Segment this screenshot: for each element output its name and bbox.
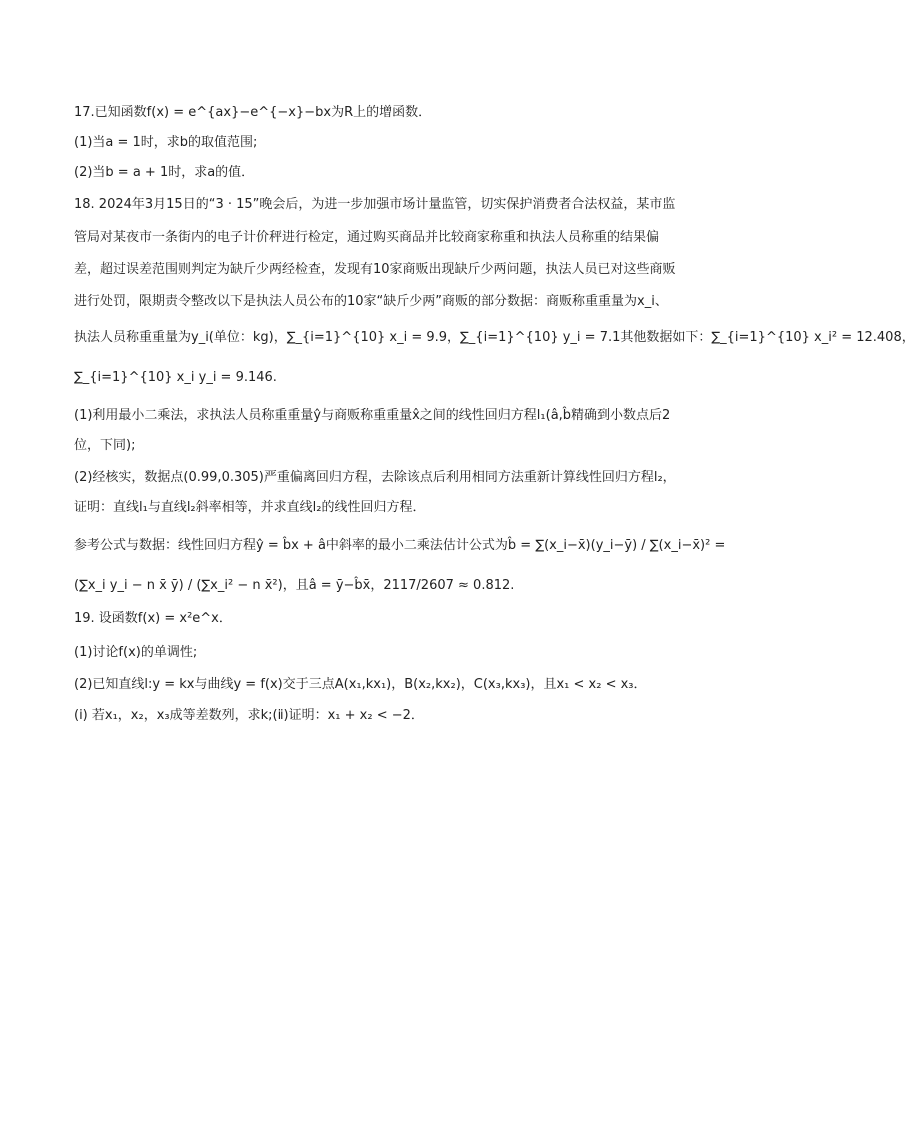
problem-19-part-2-subparts: (ⅰ) 若x₁，x₂，x₃成等差数列，求k;(ⅱ)证明：x₁ + x₂ < −2．: [74, 708, 424, 723]
problem-18-stem-line-2: 管局对某夜市一条街内的电子计价秤进行检定，通过购买商品并比较商家称重和执法人员称重的结果偏: [74, 230, 660, 245]
problem-17-stem: 17.已知函数f(x) = e^{ax}−e^{−x}−bx为R上的增函数．: [74, 105, 432, 120]
problem-18-part-1-line-1: (1)利用最小二乘法，求执法人员称重重量ŷ与商贩称重重量x̂之间的线性回归方程l₁(â,b̂精确到小数点后2: [74, 408, 671, 423]
problem-18-part-1-line-2: 位，下同);: [74, 438, 136, 453]
problem-18-stem-line-5: 执法人员称重重量为y_i(单位：kg)，∑_{i=1}^{10} x_i = 9.9，∑_{i=1}^{10} y_i = 7.1其他数据如下：∑_{i=1}^{10} x_i² = 12.408，: [74, 330, 915, 345]
problem-18-part-2-line-1: (2)经核实，数据点(0.99,0.305)严重偏离回归方程，去除该点后利用相同方法重新计算线性回归方程l₂，: [74, 470, 676, 485]
problem-19-stem: 19. 设函数f(x) = x²e^x．: [74, 611, 232, 626]
problem-17-part-2: (2)当b = a + 1时，求a的值．: [74, 165, 255, 180]
problem-18-stem-line-4: 进行处罚，限期责令整改以下是执法人员公布的10家“缺斤少两”商贩的部分数据：商贩称重重量为x_i、: [74, 294, 668, 309]
problem-18-part-2-line-2: 证明：直线l₁与直线l₂斜率相等，并求直线l₂的线性回归方程．: [74, 500, 426, 515]
problem-18-stem-line-6: ∑_{i=1}^{10} x_i y_i = 9.146.: [74, 370, 277, 385]
problem-19-part-2: (2)已知直线l:y = kx与曲线y = f(x)交于三点A(x₁,kx₁)，B(x₂,kx₂)，C(x₃,kx₃)，且x₁ < x₂ < x₃．: [74, 677, 647, 692]
problem-18-reference-line-2: (∑x_i y_i − n x̄ ȳ) / (∑x_i² − n x̄²)，且â = ȳ−b̂x̄，2117/2607 ≈ 0.812.: [74, 578, 515, 593]
problem-18-reference-line-1: 参考公式与数据：线性回归方程ŷ = b̂x + â中斜率的最小二乘法估计公式为b̂ = ∑(x_i−x̄)(y_i−ȳ) / ∑(x_i−x̄)² =: [74, 538, 726, 553]
problem-18-stem-line-1: 18. 2024年3月15日的“3 · 15”晚会后，为进一步加强市场计量监管，切实保护消费者合法权益，某市监: [74, 197, 676, 212]
problem-18-stem-line-3: 差，超过误差范围则判定为缺斤少两经检查，发现有10家商贩出现缺斤少两问题，执法人员已对这些商贩: [74, 262, 676, 277]
problem-19-part-1: (1)讨论f(x)的单调性;: [74, 645, 198, 660]
problem-17-part-1: (1)当a = 1时，求b的取值范围;: [74, 135, 258, 150]
